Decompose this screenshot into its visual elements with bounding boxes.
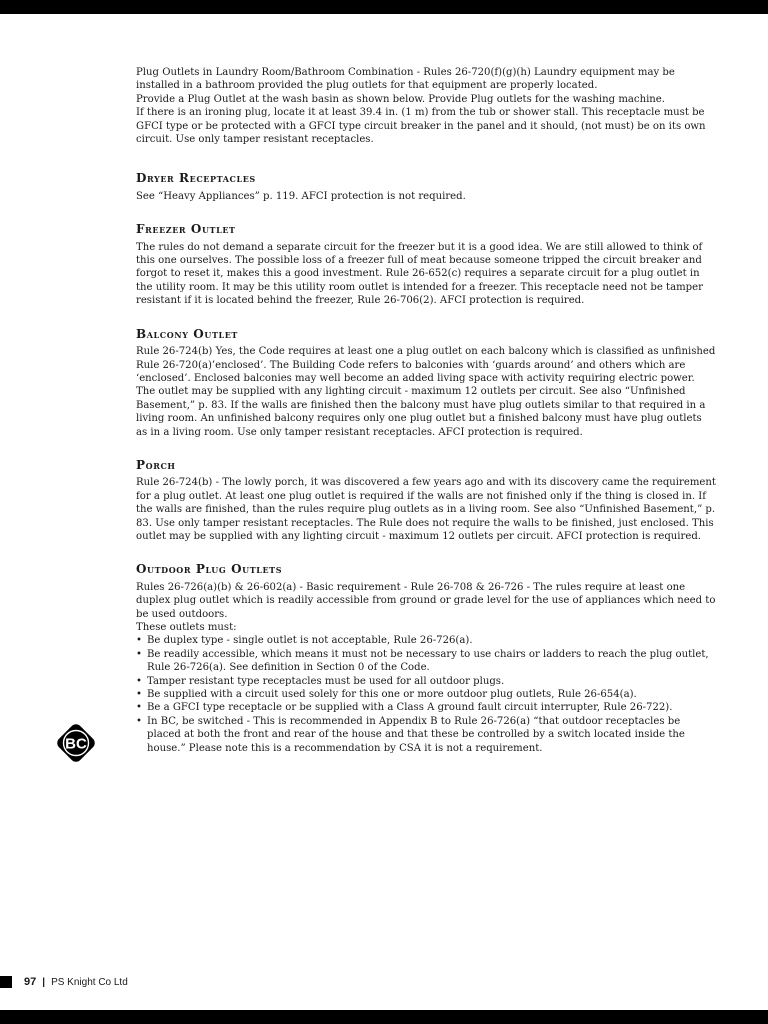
section-porch [136, 459, 716, 543]
section-text-outdoor: Rules 26-726(a)(b) & 26-602(a) - Basic requirement - Rule 26-708 & 26-726 - The rules require at least one duplex plug outlet which is readily accessible from ground or grade level for the use of appliances which need to be used outdoors. [136, 581, 716, 620]
publisher-name: PS Knight Co Ltd [51, 976, 128, 988]
section-balcony [136, 328, 716, 439]
bc-province-badge-icon [51, 718, 101, 768]
section-freezer [136, 223, 716, 307]
list-item: • Tamper resistant type receptacles must be used for all outdoor plugs. [136, 675, 716, 688]
footer-square-mark [0, 976, 12, 988]
top-black-bar [0, 0, 768, 14]
section-heading-balcony: Balcony Outlet [136, 326, 238, 341]
section-text-balcony: Rule 26-724(b) Yes, the Code requires at least one a plug outlet on each balcony which is classified as unfinished Rule 26-720(a)’enclosed’. The Building Code refers to balconies with ‘guards around’ and others which are ‘enclosed’. Enclosed balconies may well become an added living space with activity requiring electric power. The outlet may be supplied with any lighting circuit - maximum 12 outlets per circuit. See also “Unfinished Basement,” p. 83. If the walls are finished then the balcony must have plug outlets similar to that required in a living room. An unfinished balcony requires only one plug outlet but a finished balcony must have plug outlets as in a living room. Use only tamper resistant receptacles. AFCI protection is required. [136, 346, 716, 438]
section-heading-dryer: Dryer Receptacles [136, 171, 256, 186]
page-number: 97 [24, 976, 37, 988]
section-text-porch: Rule 26-724(b) - The lowly porch, it was discovered a few years ago and with its discovery came the requirement for a plug outlet. At least one plug outlet is required if the walls are not finished only if the thing is closed in. If the walls are finished, than the rules require plug outlets as in a living room. See also “Unfinished Basement,” p. 83. Use only tamper resistant receptacles. The Rule does not require the walls to be finished, just enclosed. This outlet may be supplied with any lighting circuit - maximum 12 outlets per circuit. AFCI protection is required. [136, 477, 716, 542]
page-body [136, 66, 716, 755]
list-item: • Be a GFCI type receptacle or be supplied with a Class A ground fault circuit interrupter, Rule 26-722). [136, 701, 716, 714]
footer-separator: | [42, 976, 46, 988]
section-heading-freezer: Freezer Outlet [136, 222, 236, 237]
section-heading-outdoor: Outdoor Plug Outlets [136, 562, 283, 577]
list-item: • Be supplied with a circuit used solely for this one or more outdoor plug outlets, Rule 26-654(a). [136, 688, 716, 701]
section-heading-porch: Porch [136, 457, 176, 472]
section-text-dryer: See “Heavy Appliances” p. 119. AFCI protection is not required. [136, 190, 466, 202]
list-item: • Be duplex type - single outlet is not acceptable, Rule 26-726(a). [136, 634, 716, 647]
section-outdoor [136, 563, 716, 755]
bc-badge-label: BC [65, 735, 87, 753]
intro-paragraph-1: Plug Outlets in Laundry Room/Bathroom Combination - Rules 26-720(f)(g)(h) Laundry equipment may be installed in a bathroom provided the plug outlets for that equipment are properly located. [136, 67, 675, 92]
list-item: • In BC, be switched - This is recommended in Appendix B to Rule 26-726(a) “that outdoor receptacles be placed at both the front and rear of the house and that these be controlled by a switch located inside the house.” Please note this is a recommendation by CSA it is not a requirement. [136, 715, 716, 755]
list-item: • Be readily accessible, which means it must not be necessary to use chairs or ladders to reach the plug outlet, Rule 26-726(a). See definition in Section 0 of the Code. [136, 648, 716, 675]
section-lead-outdoor: These outlets must: [136, 622, 237, 633]
bottom-black-bar [0, 1010, 768, 1024]
section-dryer [136, 172, 716, 203]
intro-paragraph-2: Provide a Plug Outlet at the wash basin as shown below. Provide Plug outlets for the washing machine. [136, 93, 665, 105]
outdoor-requirements-list [136, 634, 716, 755]
page-footer [0, 974, 128, 990]
intro-paragraph-3: If there is an ironing plug, locate it at least 39.4 in. (1 m) from the tub or shower stall. This receptacle must be GFCI type or be protected with a GFCI type circuit breaker in the panel and it should, (not must) be on its own circuit. Use only tamper resistant receptacles. [136, 107, 706, 146]
section-text-freezer: The rules do not demand a separate circuit for the freezer but it is a good idea. We are still allowed to think of this one ourselves. The possible loss of a freezer full of meat because someone tripped the circuit breaker and forgot to reset it, makes this a good investment. Rule 26-652(c) requires a separate circuit for a plug outlet in the utility room. It may be this utility room outlet is intended for a freezer. This receptacle need not be tamper resistant if it is located behind the freezer, Rule 26-706(2). AFCI protection is required. [136, 241, 703, 307]
